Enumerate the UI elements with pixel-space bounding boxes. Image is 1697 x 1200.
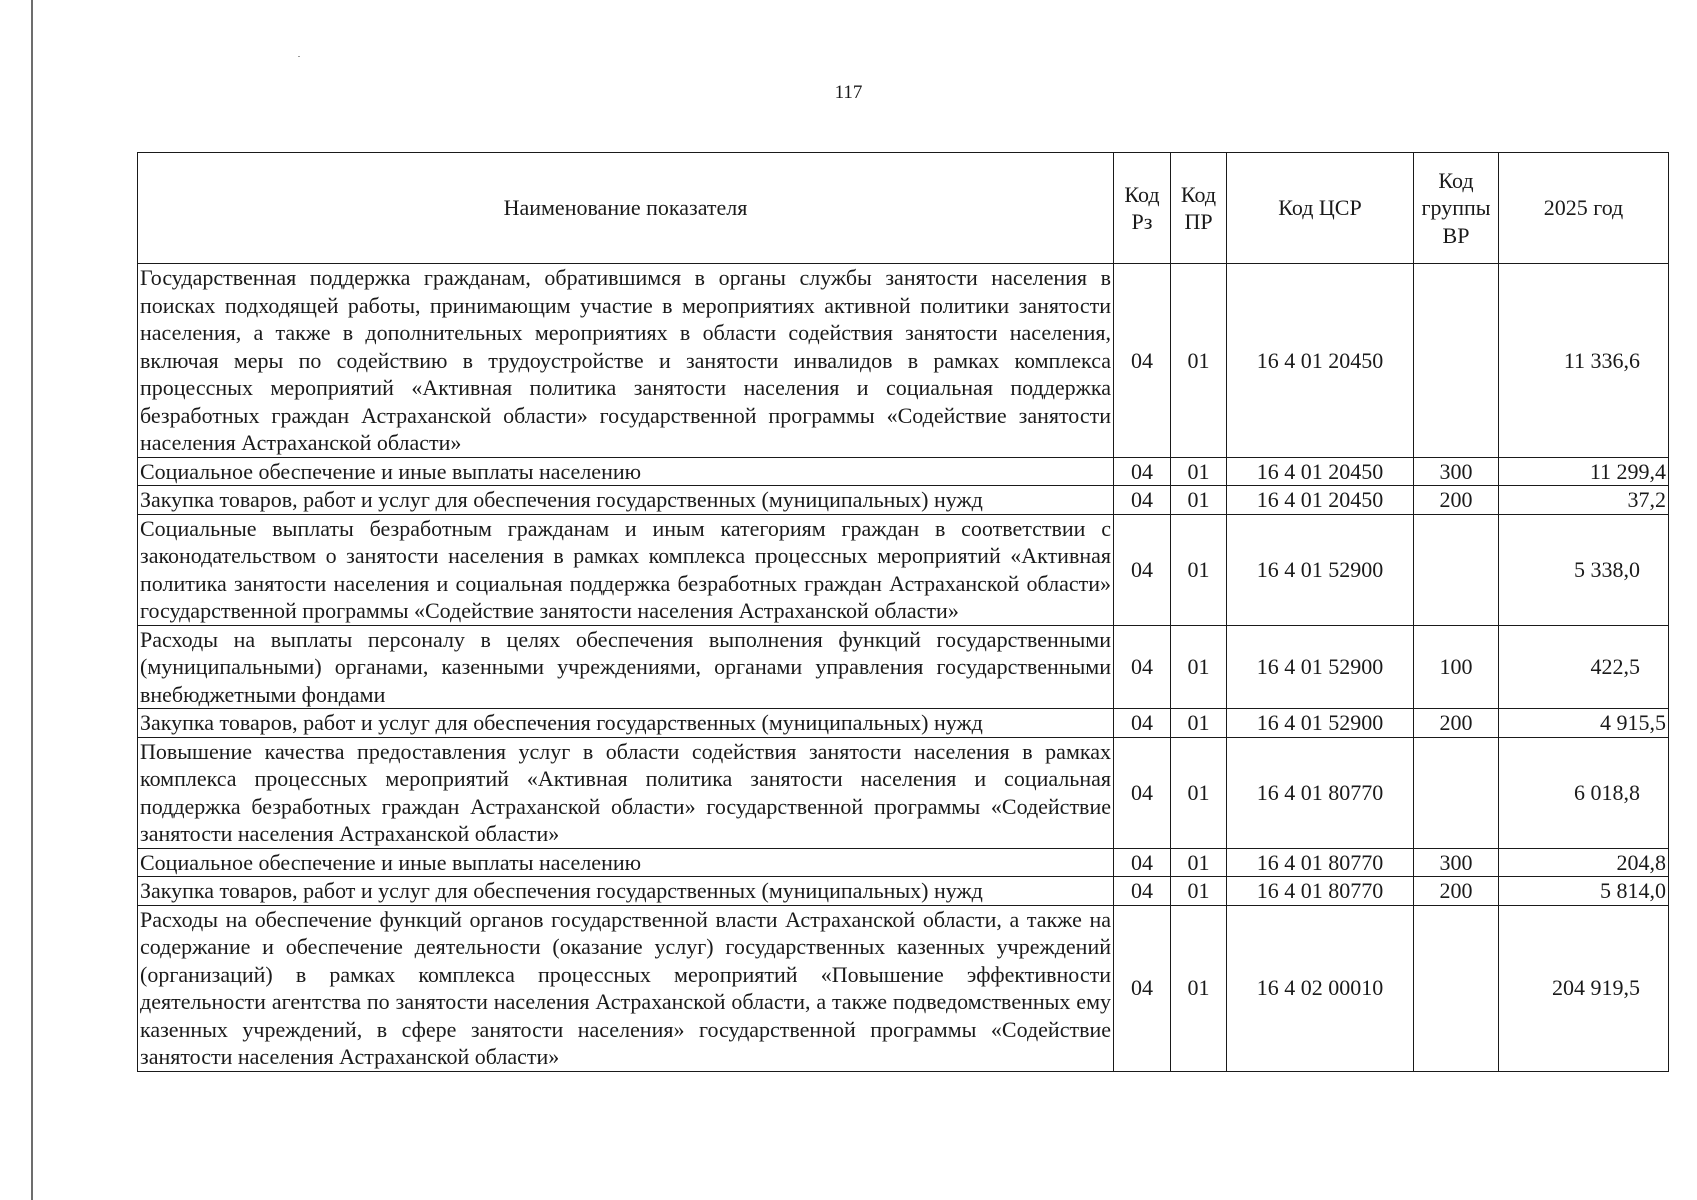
row-vr: 300 xyxy=(1414,848,1499,877)
row-name: Закупка товаров, работ и услуг для обеспечения государственных (муниципальных) нужд xyxy=(138,877,1114,906)
row-pr: 01 xyxy=(1171,514,1227,625)
table-row xyxy=(138,848,1669,877)
row-csr: 16 4 01 52900 xyxy=(1227,625,1414,709)
row-csr: 16 4 01 52900 xyxy=(1227,709,1414,738)
row-amount: 11 336,6 xyxy=(1499,264,1669,458)
row-pr: 01 xyxy=(1171,905,1227,1071)
row-name: Закупка товаров, работ и услуг для обеспечения государственных (муниципальных) нужд xyxy=(138,709,1114,738)
table-row xyxy=(138,457,1669,486)
row-rz: 04 xyxy=(1114,457,1171,486)
row-vr: 200 xyxy=(1414,709,1499,738)
table-row xyxy=(138,737,1669,848)
row-pr: 01 xyxy=(1171,737,1227,848)
budget-table xyxy=(137,152,1669,1072)
table-header-row xyxy=(138,153,1669,264)
table-row xyxy=(138,514,1669,625)
header-pr: Код ПР xyxy=(1171,153,1227,264)
row-amount: 204 919,5 xyxy=(1499,905,1669,1071)
table-row xyxy=(138,486,1669,515)
row-vr: 200 xyxy=(1414,877,1499,906)
row-pr: 01 xyxy=(1171,709,1227,738)
row-vr: 200 xyxy=(1414,486,1499,515)
row-rz: 04 xyxy=(1114,709,1171,738)
row-rz: 04 xyxy=(1114,905,1171,1071)
row-pr: 01 xyxy=(1171,625,1227,709)
page-number: 117 xyxy=(834,82,863,103)
row-amount: 11 299,4 xyxy=(1499,457,1669,486)
table-row xyxy=(138,709,1669,738)
row-vr xyxy=(1414,905,1499,1071)
row-vr xyxy=(1414,514,1499,625)
row-csr: 16 4 01 80770 xyxy=(1227,737,1414,848)
header-rz: Код Рз xyxy=(1114,153,1171,264)
scan-speck xyxy=(298,56,300,57)
row-amount: 422,5 xyxy=(1499,625,1669,709)
row-pr: 01 xyxy=(1171,848,1227,877)
row-name: Расходы на обеспечение функций органов государственной власти Астраханской области, а также на содержание и обеспечение деятельности (оказание услуг) государственных казенных учреждений (организаций) в рамках комплекса процессных мероприятий «Повышение эффективности деятельности агентства по занятости населения Астраханской области, а также подведомственных ему казенных учреждений, в сфере занятости населения» государственной программы «Содействие занятости населения Астраханской области» xyxy=(138,905,1114,1071)
row-pr: 01 xyxy=(1171,486,1227,515)
table-row xyxy=(138,877,1669,906)
row-vr xyxy=(1414,264,1499,458)
header-year: 2025 год xyxy=(1499,153,1669,264)
row-csr: 16 4 01 20450 xyxy=(1227,486,1414,515)
row-name: Повышение качества предоставления услуг в области содействия занятости населения в рамках комплекса процессных мероприятий «Активная политика занятости населения и социальная поддержка безработных граждан Астраханской области» государственной программы «Содействие занятости населения Астраханской области» xyxy=(138,737,1114,848)
row-csr: 16 4 01 20450 xyxy=(1227,457,1414,486)
row-amount: 204,8 xyxy=(1499,848,1669,877)
row-vr: 300 xyxy=(1414,457,1499,486)
row-name: Социальные выплаты безработным гражданам и иным категориям граждан в соответствии с законодательством о занятости населения в рамках комплекса процессных мероприятий «Активная политика занятости населения и социальная поддержка безработных граждан Астраханской области» государственной программы «Содействие занятости населения Астраханской области» xyxy=(138,514,1114,625)
row-name: Социальное обеспечение и иные выплаты населению xyxy=(138,848,1114,877)
row-amount: 4 915,5 xyxy=(1499,709,1669,738)
row-name: Расходы на выплаты персоналу в целях обеспечения выполнения функций государственными (муниципальными) органами, казенными учреждениями, органами управления государственными внебюджетными фондами xyxy=(138,625,1114,709)
table-row xyxy=(138,625,1669,709)
row-pr: 01 xyxy=(1171,457,1227,486)
row-name: Государственная поддержка гражданам, обратившимся в органы службы занятости населения в поисках подходящей работы, принимающим участие в мероприятиях активной политики занятости населения, а также в дополнительных мероприятиях в области содействия занятости населения, включая меры по содействию в трудоустройстве и занятости инвалидов в рамках комплекса процессных мероприятий «Активная политика занятости населения и социальная поддержка безработных граждан Астраханской области» государственной программы «Содействие занятости населения Астраханской области» xyxy=(138,264,1114,458)
row-csr: 16 4 02 00010 xyxy=(1227,905,1414,1071)
row-csr: 16 4 01 52900 xyxy=(1227,514,1414,625)
row-amount: 5 814,0 xyxy=(1499,877,1669,906)
row-rz: 04 xyxy=(1114,848,1171,877)
row-amount: 6 018,8 xyxy=(1499,737,1669,848)
row-csr: 16 4 01 80770 xyxy=(1227,877,1414,906)
row-vr: 100 xyxy=(1414,625,1499,709)
row-rz: 04 xyxy=(1114,877,1171,906)
row-rz: 04 xyxy=(1114,514,1171,625)
header-name: Наименование показателя xyxy=(138,153,1114,264)
row-rz: 04 xyxy=(1114,737,1171,848)
scan-left-edge xyxy=(31,0,33,1200)
row-name: Закупка товаров, работ и услуг для обеспечения государственных (муниципальных) нужд xyxy=(138,486,1114,515)
row-csr: 16 4 01 80770 xyxy=(1227,848,1414,877)
row-csr: 16 4 01 20450 xyxy=(1227,264,1414,458)
row-amount: 37,2 xyxy=(1499,486,1669,515)
row-amount: 5 338,0 xyxy=(1499,514,1669,625)
header-csr: Код ЦСР xyxy=(1227,153,1414,264)
row-pr: 01 xyxy=(1171,264,1227,458)
row-rz: 04 xyxy=(1114,625,1171,709)
row-name: Социальное обеспечение и иные выплаты населению xyxy=(138,457,1114,486)
table-row xyxy=(138,905,1669,1071)
row-rz: 04 xyxy=(1114,486,1171,515)
row-pr: 01 xyxy=(1171,877,1227,906)
row-vr xyxy=(1414,737,1499,848)
table-row xyxy=(138,264,1669,458)
row-rz: 04 xyxy=(1114,264,1171,458)
header-vr: Код группы ВР xyxy=(1414,153,1499,264)
